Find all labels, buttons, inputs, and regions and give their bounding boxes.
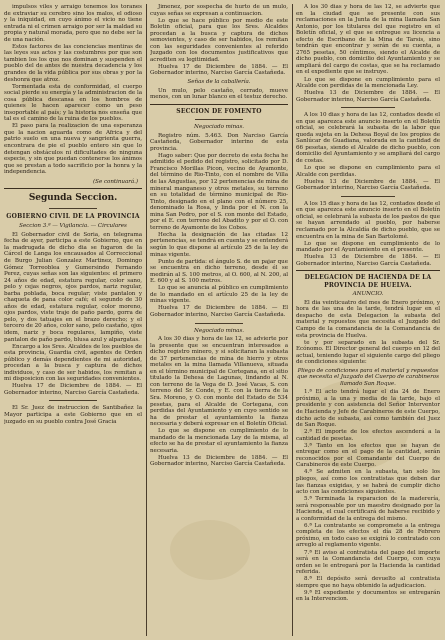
body-paragraph: A los 15 dias y hora de las 12, contados desde el en que aparezca este anuncio inserto en el Boletín oficial, se celebrará la subasta de los pastos de que se hayan arrendado al pueblo, por haberse reclamado por la Alcaldía de dicho pueblo, que se encuentra en la mina de San Bartolomé. xyxy=(296,200,440,240)
signature: Huelva 13 de Diciembre de 1884. — El Gobernador interino, Narciso García Castañeda. xyxy=(150,454,288,468)
body-paragraph: Jimenez, por sospecha de hurto de un mulo, cuyas señas se expresan a continuacion. xyxy=(150,4,288,17)
list-item: 1.ª El acto tendrá lugar el dia 24 de Enero próximo, a la una y media de la tarde, bajo el presidente y con asistencia del Señor Interventor de Hacienda y Jefe de Carabineros de este Cuerpo, dicho acto de subasta, así como también del Juez de San Roque. xyxy=(296,389,440,429)
list-item: 8.ª El depósito será devuelto al contratista siempre que no haya obtenido la adjudicacion. xyxy=(296,576,440,589)
divider xyxy=(195,323,243,324)
signature: Huelva 13 de Diciembre de 1884. — El Gobernador interino, Narciso García Castañeda. xyxy=(296,90,440,103)
body-paragraph: Lo que se anuncia al público en cumplimiento de lo mandado en el artículo 25 de la ley de minas vigente. xyxy=(150,285,288,305)
divider xyxy=(296,270,440,271)
column-divider xyxy=(146,4,147,636)
column-right xyxy=(296,4,440,638)
body-paragraph: A los 10 dias y hora de las 12, contados desde el en que aparezca este anuncio inserto en el Boletín oficial, se celebrará la subasta de la labor que queda sujeta en la Dehesa Boyal de los propios de Sanlúcar de Guadiana, valorada en la cantidad de 66 pesetas, siendo el Alcalde de dicho pueblo, con domicilio del Ayuntamiento y se ampliará del cargo de costas. xyxy=(296,112,440,165)
subheading: Pliego de condiciones para el material y repuestos que necesita el Juzgado del Cuerpo de carabineros llamado San Roque. xyxy=(297,367,439,387)
divider xyxy=(195,119,243,120)
body-paragraph: Lo que se dispone en cumplimiento para el Alcalde con perdidas de la mencionada Ley. xyxy=(296,76,440,90)
column-left xyxy=(4,4,142,638)
signature: Huelva 13 de Diciembre de 1884. — El Gobernador interino, Narciso García Castañeda. xyxy=(296,254,440,267)
list-item: 7.ª El aviso al contratista del pago del importe será en la Comandancia del Cuerpo, con cuya orden se le entregará por la Hacienda la cantidad referida. xyxy=(296,549,440,576)
body-paragraph: A los 30 dias y hora de las 12, se advierte que en la ciudad que se presente con sus reclamaciones en la Junta de la mina llamada San Antonio, por los titulares del que registro en el Boletín oficial, y el que se entregue su licencia a efecto de Escribano de la Mina de Tarsis, sino tendrán que encontrar y serán de su cuenta, a 2765 pesetas, 50 céntimos, siendo el Alcalde de dicho pueblo, con domicilio del Ayuntamiento y se ampliará del cargo de costas, que se ha reclamado en el expediente que se instruye. xyxy=(296,4,440,76)
list-item: 9.ª El expediente y documentos se entregarán en la Intervencion. xyxy=(296,589,440,603)
column-middle xyxy=(150,4,288,638)
subheading: ANUNCIO. xyxy=(352,291,384,298)
body-paragraph: El Sr. Juez de instruccion de Santibañez la Mayor participa a este Gobierno que en el juzgado en su pueblo contra José Gracia xyxy=(4,405,142,425)
body-paragraph: Punto de partida: el ángulo S. de un pajar que se encuentra en dicho terreno, desde él se medirán al S. 100 metros, al O. 600, al N. 200, al E. 600 y al S. 100 metros. xyxy=(150,258,288,285)
divider xyxy=(150,104,288,105)
column-divider xyxy=(292,4,293,636)
subheading: Señas de la caballería. xyxy=(187,79,251,86)
intro-paragraph: Tormentada esta de conformidad, el cuerpo social pierde su energía y la administracion de la cosa pública descansa en los hombros de quienes le hacen aparecer como un peso insoportable al país; y la historia nos enseña que tal es el camino de la ruina de los pueblos. xyxy=(4,83,142,123)
list-item: 2.ª El importe de los efectos ascenderá a la cantidad de pesetas. xyxy=(296,429,440,442)
section-title: Segunda Seccion. xyxy=(28,193,118,204)
list-item: 6.ª La contratante se compromete a la entrega completa de los efectos el día 28 de Febrero próximo, en todo caso se exigirá lo contratado con arreglo al reglamento vigente. xyxy=(296,522,440,549)
divider xyxy=(341,107,395,108)
list-item: 4.ª Se admiten en la subasta, tan solo los pliegos, así como los contratistas que deben dar las fianzas exigidas, y se habrá de cumplir dicho acto con las condiciones siguientes. xyxy=(296,469,440,496)
body-paragraph: Lo que se dispone en cumplimiento para el Alcalde con perdidas. xyxy=(296,165,440,178)
divider xyxy=(4,188,142,189)
subheading: Negociado minas. xyxy=(193,327,245,334)
signature: Huelva 13 de Diciembre de 1884. — El Gobernador interino, Narciso García Castañeda. xyxy=(296,178,440,192)
body-paragraph: Un mulo, pelo castaño, cerrado, mueve menos, con un lunar blanco en el testuz derecho. xyxy=(150,87,288,101)
body-paragraph: A los 30 dias y hora de las 12, se advierte por la presente que se encuentran interesados a dicho registro minero, y si solicitaran la subasta de 37 pertenencias de mina de hierro y otros metales en la mina llamada Villanueva, situada en el término municipal de Cortegana, en el sitio titulado la Dehesa de Lagunas, lindando al N. con terreno de la Vega de D. José Vacas, S. con terreno del Sr. Conde, y E. con la tierra de la Sra. Moreno, y O. con monte del Estado de 534 pesetas, para el Alcalde de Cortegana, con perdidas del Ayuntamiento y en cuyo sentido se ha de prestar el ayuntamiento la fianza necesaria y deberá expresar en el Boletín Oficial. xyxy=(150,336,288,428)
body-paragraph: te y por separado en la subasta del Sr. Ecónomo. El Director general del cuerpo en 12 del actual, teniendo lugar el siguiente cargo del pliego de condiciones siguiente: xyxy=(296,339,440,366)
body-paragraph: Lo que se hace público por medio de este Boletin oficial, para que los Sres. Alcaldes procedan a la busca y captura de dichos semovientes, y caso de ser habidos, los remitan con las seguridades convenientes al referido Juzgado con los documentos justificativos que acrediten su legitimidad. xyxy=(150,17,288,63)
subheading: Negociado minas. xyxy=(193,124,245,131)
divider xyxy=(49,400,97,401)
section-subtitle: GOBIERNO CIVIL DE LA PROVINCIA xyxy=(6,213,140,221)
section-department: Seccion 3.ª — Vigilancia. — Circulares xyxy=(19,223,127,230)
intro-paragraph: impulsos viles y arraigo tenemos los toranes de extraviar su cerebro sino los malos, el odioso y la iniquidad, en cuyo ánimo el vicio no tiene entrada ni el crimen arraigo por ser la maldad su propia y natural morada, pero que no debe ser la de una nación. xyxy=(4,4,142,43)
body-paragraph: El Gobernador civil de Soria, en telegrama fecha de ayer, participa a este Gobierno, que en la madrugada de dicho dia se fugaron de la Cárcel de Langa los encausados al Correccional de Burgo Julian Gonzalez Martinez, Domingo Gómez Torreoblea y Gumersindo Fernando Perez, cuyas señas son las siguientes: el primero 24 años de edad, estatura regular, color sano, pelo y cejas negros, ojos pardos, nariz regular, barba poblada, boca regular; viste pantalon y chaqueta de pana color café; el segundo de 30 años de edad, estatura regular, color moreno, ojos pardos, viste traje de paño pardo, gorra de pelo, y dos tatuajes en el brazo derecho; y el tercero de 20 años, color sano, pelo castaño, ojos idem, nariz y boca regulares, lampiño, viste pantalon de paño pardo, blusa azul y alpargatas. xyxy=(4,231,142,343)
list-item: 3.ª Tanto en los efectos que se hayan de entregar como en el pago de la cantidad, serán reconocidos por el Comandante del Cuerpo de Carabineros de este Cuerpo. xyxy=(296,442,440,469)
body-paragraph: Lo que se dispone en cumplimiento de lo mandado por el Ayuntamiento en el presente. xyxy=(296,240,440,254)
list-item: 5.ª Terminada la reparacion de la maderería, será responsable por un maestro designado por la Hacienda, el cual certificará de haberse recibido y a conformidad de la entrega del mismo. xyxy=(296,496,440,522)
divider xyxy=(341,196,395,197)
signature: Huelva 17 de Diciembre de 1884. — El Gobernador interino, Narciso García Castañeda. xyxy=(150,63,288,77)
body-paragraph: Encargo a los Sres. Alcaldes de los pueblos de esta provincia, Guardia civil, agentes de Orden público y demás dependientes de mi autoridad, procedan a la busca y captura de dichos individuos, y caso de ser habidos, los remitan a mi disposicion con las seguridades convenientes. xyxy=(4,343,142,383)
continuation-note: (Se continuará.) xyxy=(93,178,138,185)
signature: Huelva 17 de Diciembre de 1884. — El Gobernador interino, Narciso García Castañeda. xyxy=(150,305,288,318)
intro-paragraph: El paso para la realizacion de una esperanza que la nacion aguarda como de Africa y del patrio suelo en una nueva y sangrienta guerra, encontrara de pie el pueblo entero sin que lo detengan obstáculos ni dificultades de ninguna especie, y sin que puedan contenerse los ánimos que se prestan a todo sacrificio por la honra y la independencia. xyxy=(4,123,142,176)
section-heading: DELEGACION DE HACIENDA DE LA PROVINCIA DE HUELVA. xyxy=(304,274,432,289)
divider xyxy=(49,208,97,209)
section-heading: SECCION DE FOMENTO xyxy=(176,107,262,115)
body-paragraph: Hecha la designación de las citadas 12 pertenencias, se tendrá en cuenta y se entenderá según lo que dispone al artículo 25 de la ley de minas vigente. xyxy=(150,231,288,258)
body-paragraph: Registro núm. 5.463. Don Narciso García Castañeda, Gobernador interino de esta provincia. xyxy=(150,132,288,152)
body-paragraph: Lo que se dispone en cumplimiento de lo mandado de la mencionada Ley de la misma, al efecto se ha de prestar el ayuntamiento la fianza necesaria. xyxy=(150,428,288,454)
intro-paragraph: Estos factores de las conciencias mentiras de las leyes sus actos y las costumbres por que son tambien los los que nos dominan y suspenden el pueblo del de antes de nuestra decadencia y los grandes de la vida pública por sus obras y por la deshonra que atroz. xyxy=(4,43,142,83)
signature: Huelva 17 de Diciembre de 1884. — El Gobernador interino, Narciso García Castañeda. xyxy=(4,383,142,396)
body-paragraph: Hago saber: Que por decreto de esta fecha he admitido el pedido del registro, solicitado por D. Francisco Morillas Picon, vecino de Ayamonte, del término de Rio-Tinto, con el nombre de Villa de las Angustias, por 12 pertenencias de mina de mineral manganeso y otros metales, su terreno en su totalidad de término municipal de Rio-Tinto, designado en el plano con el número 25, denominado la Rosa, y linda por el N. con la mina San Pedro, por el S. con monte del Estado, por el E. con terreno del Abadito y por el O. con terreno de Ayamonte de los Cobos. xyxy=(150,152,288,231)
body-paragraph: El dia veinticuatro del mes de Enero próximo, y hora de las una de la tarde, tendrá lugar en el despacho de esta Delegacion la subasta del material y repuestos que necesita el Juzgado del Campo de la comandancia de la Comandancia de esta provincia de Huelva. xyxy=(296,299,440,339)
